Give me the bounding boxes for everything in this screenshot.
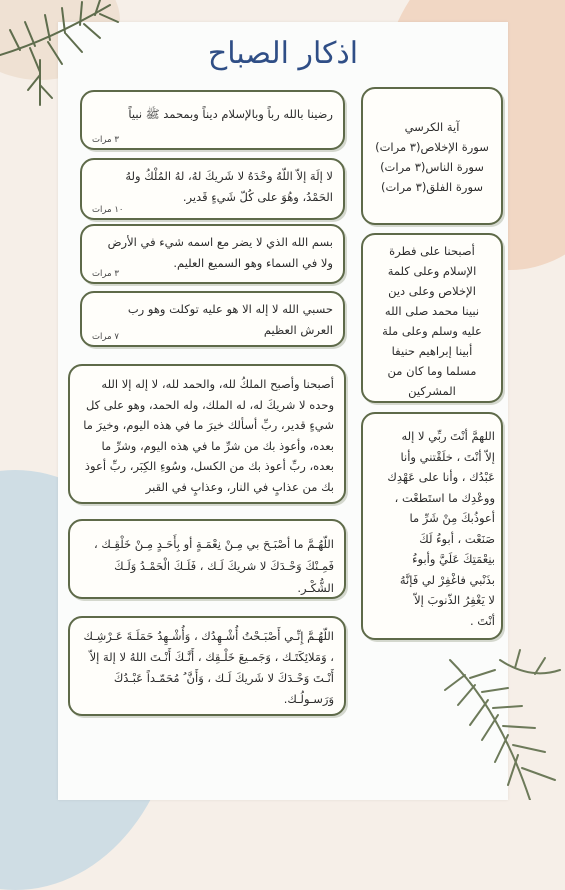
side-box-sayyid-istighfar (361, 412, 503, 640)
repeat-count: ١٠ مرات (92, 205, 124, 215)
dhikr-text: اللّهُـمَّ إِنِّـي أَصْبَـحْتُ أُشْـهِدُك ، وَأُشْـهِدُ حَمَلَـةَ عَـرْشِـك ، وَمَلائِكَتَـك ، وَجَمـيعَ خَلْـقِك ، أَنَّـكَ أَنْـتَ اللهُ لا إلهَ إلاّ أَنْـتَ وَحْـدَكَ لا شَريكَ لَـك ، وَأَنَّ ُ مُحَمّـداً عَبْـدُكَ وَرَسـولُـك. (83, 629, 334, 706)
dhikr-card (68, 364, 346, 504)
page-title: اذكار الصباح (207, 36, 359, 71)
repeat-count: ٣ مرات (92, 135, 119, 145)
dhikr-text: حسبي الله لا إله الا هو عليه توكلت وهو رب العرش العظيم (127, 302, 333, 337)
dhikr-card (80, 90, 345, 150)
dhikr-text: رضينا بالله رباً وبالإسلام ديناً وبمحمد ﷺ نبياً (128, 107, 333, 121)
side-box-text: أصبحنا على فطرة الإسلام وعلى كلمة الإخلاص وعلى دين نبينا محمد صلى الله عليه وسلم وعلى ملة أبينا إبراهيم حنيفا مسلما وما كان من المشركين (382, 244, 482, 398)
dhikr-text: أصبحنا وأصبح الملكُ لله، والحمد لله، لا إله إلا الله وحده لا شريكَ له، له الملك، وله الحمد، وهو على كل شيءٍ قدير، ربِّ أسألك خيرَ ما في هذه اليوم، وخيرَ ما بعده، وأعوذ بك من شرِّ ما في هذه اليوم، وشرِّ ما بعده، ربِّ أعوذ بك من الكسل، وسُوءِ الكِبَر، ربِّ أعوذ بك من عذابٍ في النار، وعذابٍ في القبر (83, 377, 334, 494)
side-box-quran (361, 87, 503, 225)
dhikr-text: لا إلَهَ إلاّ اللّهُ وحْدَهُ لا شَريكَ لهُ، لهُ المُلْكُ ولهُ الحَمْدُ، وهُوَ على كُلّ شَيءٍ قَدير. (125, 169, 333, 204)
dhikr-card (80, 224, 345, 284)
dhikr-text: بسم الله الذي لا يضر مع اسمه شيء في الأرض ولا في السماء وهو السميع العليم. (107, 235, 333, 270)
dhikr-card (68, 616, 346, 716)
repeat-count: ٣ مرات (92, 269, 119, 279)
dhikr-card (68, 519, 346, 599)
side-box-text: آية الكرسي سورة الإخلاص(٣ مرات) سورة الناس(٣ مرات) سورة الفلق(٣ مرات) (375, 120, 489, 194)
repeat-count: ٧ مرات (92, 332, 119, 342)
dhikr-card (80, 158, 345, 220)
dhikr-text: اللّهُـمَّ ما أصْبَـحَ بي مِـنْ نِعْمَـةٍ أو بِأَحَـدٍ مِـنْ خَلْقِـك ، فَمِـنْكَ وَحْـدَكَ لا شريكَ لَـك ، فَلَـكَ الْحَمْـدُ وَلَـكَ الشُّكْـر. (93, 537, 334, 595)
side-box-fitrah (361, 233, 503, 403)
side-box-text: اللهمَّ أنْتَ ربِّي لا إله إلاّ أنْتَ ، خلَقْتني وأنا عَبْدُك ، وأنا على عَهْدِك ووعْدِك ما استَطعْت ، أعوذُبكَ مِنْ شَرِّ ما صَنَعْت ، أبوءُ لَكَ بنِعْمَتِكَ عَلَيَّ وأبوءُ بذَنْبي فاغْفِرْ لي فَإنَّهُ لا يَغْفِرُ الذّنوبَ إلاّ أنْتَ . (387, 429, 495, 628)
dhikr-card (80, 291, 345, 347)
